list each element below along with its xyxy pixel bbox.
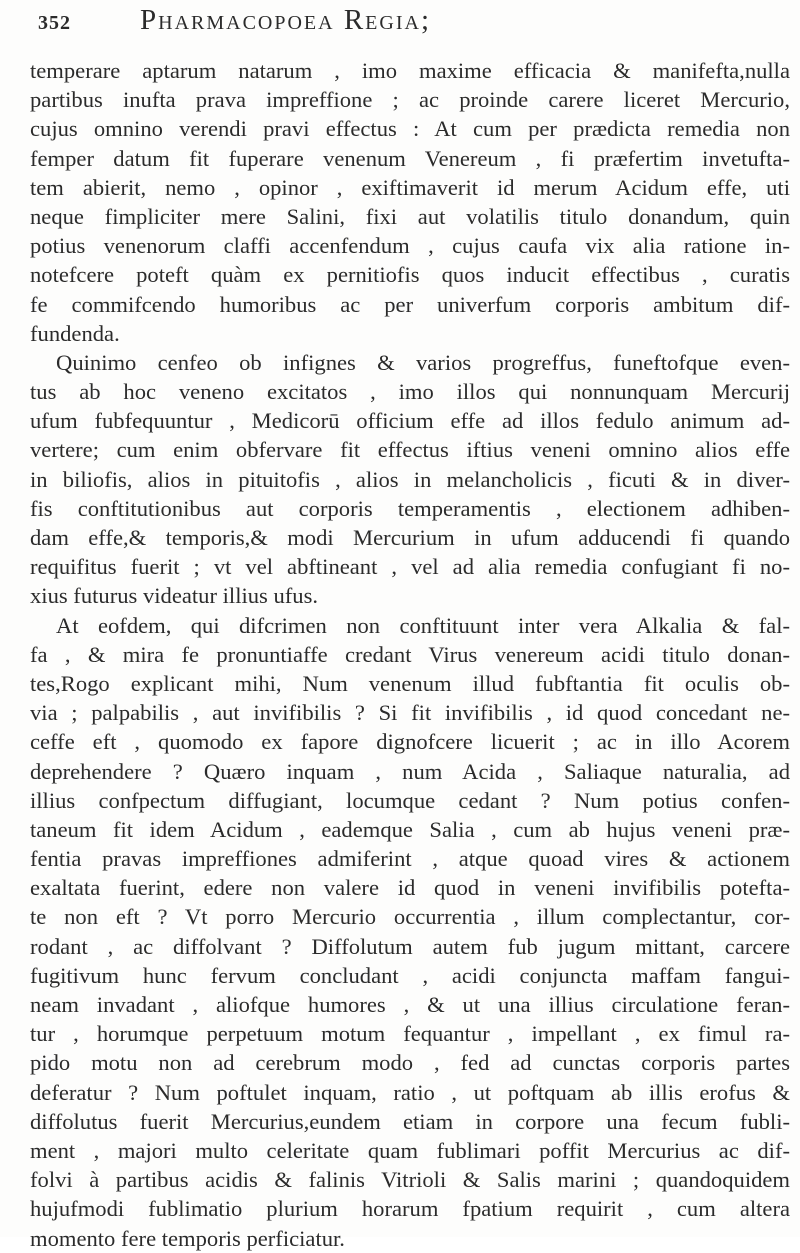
paragraph-start-line: At eofdem, qui difcrimen non conftituunt inter vera Alkalia & fal- [56,612,790,638]
text-line: ufum fubfequuntur , Medicorū officium effe ad illos fedulo animum ad- [30,408,790,434]
paragraph-start-line: Quinimo cenfeo ob infignes & varios progreffus, funeftofque even- [56,349,790,375]
text-line: femper datum fit fuperare venenum Venereum , fi præfertim invetufta- [30,145,790,171]
text-line: ceffe eft , quomodo ex fapore dignofcere licuerit ; ac in illo Acorem [30,729,790,755]
text-line: in biliofis, alios in pituitofis , alios in melancholicis , ficuti & in diver- [30,466,790,492]
text-line: notefcere poteft quàm ex pernitiofis quos inducit effectibus , curatis [30,262,790,288]
text-line: folvi à partibus acidis & falinis Vitrioli & Salis marini ; quandoquidem [30,1167,790,1193]
text-line: neque fimpliciter mere Salini, fixi aut volatilis titulo donandum, quin [30,203,790,229]
text-line: exaltata fuerint, edere non valere id quod in veneni invifibilis potefta- [30,875,790,901]
text-line: pido motu non ad cerebrum modo , fed ad cunctas corporis partes [30,1050,790,1076]
text-line: fa , & mira fe pronuntiaffe credant Virus venereum acidi titulo donan- [30,641,790,667]
text-line: illius confpectum diffugiant, locumque cedant ? Num potius confen- [30,787,790,813]
text-line: vertere; cum enim obfervare fit effectus iftius veneni omnino alios effe [30,437,790,463]
text-line: temperare aptarum natarum , imo maxime efficacia & manifefta,nulla [30,58,790,83]
text-line: tem abierit, nemo , opinor , exiftimaverit id merum Acidum effe, uti [30,174,790,200]
text-line: partibus inufta prava impreffione ; ac proinde carere liceret Mercurio, [30,87,790,113]
text-line: ment , majori multo celeritate quam fublimari poffit Mercurius ac dif- [30,1137,790,1163]
text-line: tus ab hoc veneno excitatos , imo illos qui nonnunquam Mercurij [30,379,790,405]
text-line: requifitus fuerit ; vt vel abftineant , vel ad alia remedia confugiant fi no- [30,554,790,580]
text-line: via ; palpabilis , aut invifibilis ? Si fit invifibilis , id quod concedant ne- [30,700,790,726]
text-line: deprehendere ? Quæro inquam , num Acida , Saliaque naturalia, ad [30,758,790,784]
text-line: potius venenorum claffi accenfendum , cujus caufa vix alia ratione in- [30,233,790,259]
text-line: taneum fit idem Acidum , eademque Salia , cum ab hujus veneni præ- [30,816,790,842]
text-line: tes,Rogo explicant mihi, Num venenum illud fubftantia fit oculis ob- [30,670,790,696]
text-line: fugitivum hunc fervum concludant , acidi conjuncta maffam fangui- [30,962,790,988]
page-number: 352 [38,12,71,34]
text-line: cujus omnino verendi pravi effectus : At cum per prædicta remedia non [30,116,790,142]
text-line: rodant , ac diffolvant ? Diffolutum autem fub jugum mittant, carcere [30,933,790,959]
text-line: fis conftitutionibus aut corporis temperamentis , electionem adhiben- [30,495,790,521]
text-line: fe commifcendo humoribus ac per univerfum corporis ambitum dif- [30,291,790,317]
text-line: momento fere temporis perficiatur. [30,1225,345,1251]
running-title: Pharmacopoea Regia; [140,4,432,36]
text-line: hujufmodi fublimatio plurium horarum fpatium requirit , cum altera [30,1196,790,1222]
running-head [38,0,783,42]
text-line: xius futurus videatur illius ufus. [30,583,319,609]
text-line: dam effe,& temporis,& modi Mercurium in ufum adducendi fi quando [30,525,790,550]
text-line: deferatur ? Num poftulet inquam, ratio , ut poftquam ab illis erofus & [30,1079,790,1105]
text-body [30,56,790,1253]
text-line: te non eft ? Vt porro Mercurio occurrentia , illum complectantur, cor- [30,904,790,930]
text-line: diffolutus fuerit Mercurius,eundem etiam in corpore una fecum fubli- [30,1108,790,1134]
text-line: fentia pravas impreffiones admiferint , atque quoad vires & actionem [30,846,790,872]
text-line: fundenda. [30,320,120,346]
text-line: tur , horumque perpetuum motum fequantur , impellant , ex fimul ra- [30,1021,790,1047]
text-line: neam invadant , aliofque humores , & ut una illius circulatione feran- [30,992,790,1017]
